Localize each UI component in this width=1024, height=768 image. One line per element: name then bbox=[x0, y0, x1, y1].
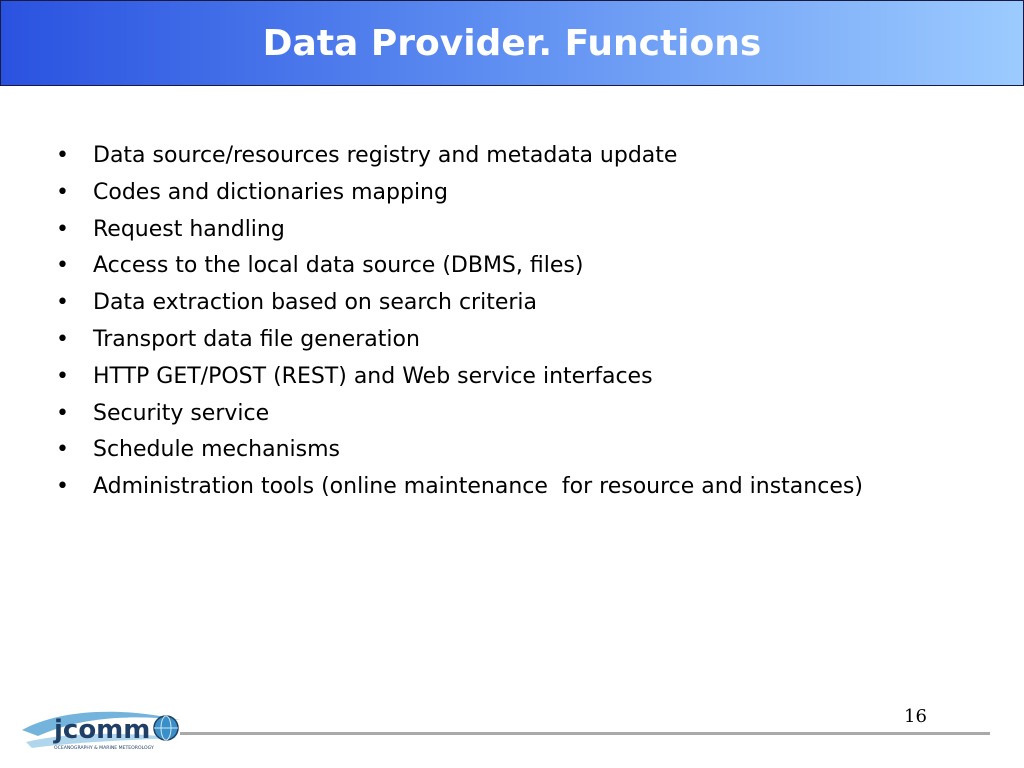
bullet-marker: • bbox=[56, 326, 69, 352]
bullet-text: Access to the local data source (DBMS, files) bbox=[93, 253, 584, 279]
bullet-item bbox=[56, 396, 863, 433]
bullet-item bbox=[56, 359, 863, 396]
bullet-marker: • bbox=[56, 363, 69, 389]
logo-tagline: OCEANOGRAPHY & MARINE METEOROLOGY bbox=[54, 746, 154, 751]
bullet-marker: • bbox=[56, 290, 69, 316]
bullet-item bbox=[56, 322, 863, 359]
bullet-marker: • bbox=[56, 179, 69, 205]
bullet-item bbox=[56, 285, 863, 322]
bullet-text: Schedule mechanisms bbox=[93, 437, 340, 463]
slide-title: Data Provider. Functions bbox=[262, 23, 762, 64]
jcomm-logo bbox=[18, 702, 184, 754]
title-bar bbox=[0, 0, 1024, 86]
bullet-text: Transport data file generation bbox=[93, 326, 420, 352]
bullet-item bbox=[56, 212, 863, 249]
bullet-marker: • bbox=[56, 143, 69, 168]
bullet-marker: • bbox=[56, 400, 69, 426]
bullet-item bbox=[56, 432, 863, 469]
bullet-item bbox=[56, 469, 863, 506]
page-number: 16 bbox=[904, 706, 927, 727]
bullet-marker: • bbox=[56, 253, 69, 279]
bullet-text: Data extraction based on search criteria bbox=[93, 290, 537, 316]
footer-divider bbox=[180, 732, 990, 735]
bullet-text: Codes and dictionaries mapping bbox=[93, 179, 448, 205]
bullet-text: Data source/resources registry and metadata update bbox=[93, 143, 678, 168]
bullet-marker: • bbox=[56, 216, 69, 242]
bullet-marker: • bbox=[56, 437, 69, 463]
bullet-item bbox=[56, 248, 863, 285]
bullet-text: Request handling bbox=[93, 216, 285, 242]
bullet-marker: • bbox=[56, 474, 69, 500]
bullet-text: Security service bbox=[93, 400, 270, 426]
bullet-list bbox=[56, 138, 863, 506]
bullet-item bbox=[56, 175, 863, 212]
bullet-text: HTTP GET/POST (REST) and Web service interfaces bbox=[93, 363, 653, 389]
logo-wordmark: jcomm bbox=[54, 715, 151, 745]
bullet-item bbox=[56, 138, 863, 175]
bullet-text: Administration tools (online maintenance for resource and instances) bbox=[93, 474, 863, 500]
